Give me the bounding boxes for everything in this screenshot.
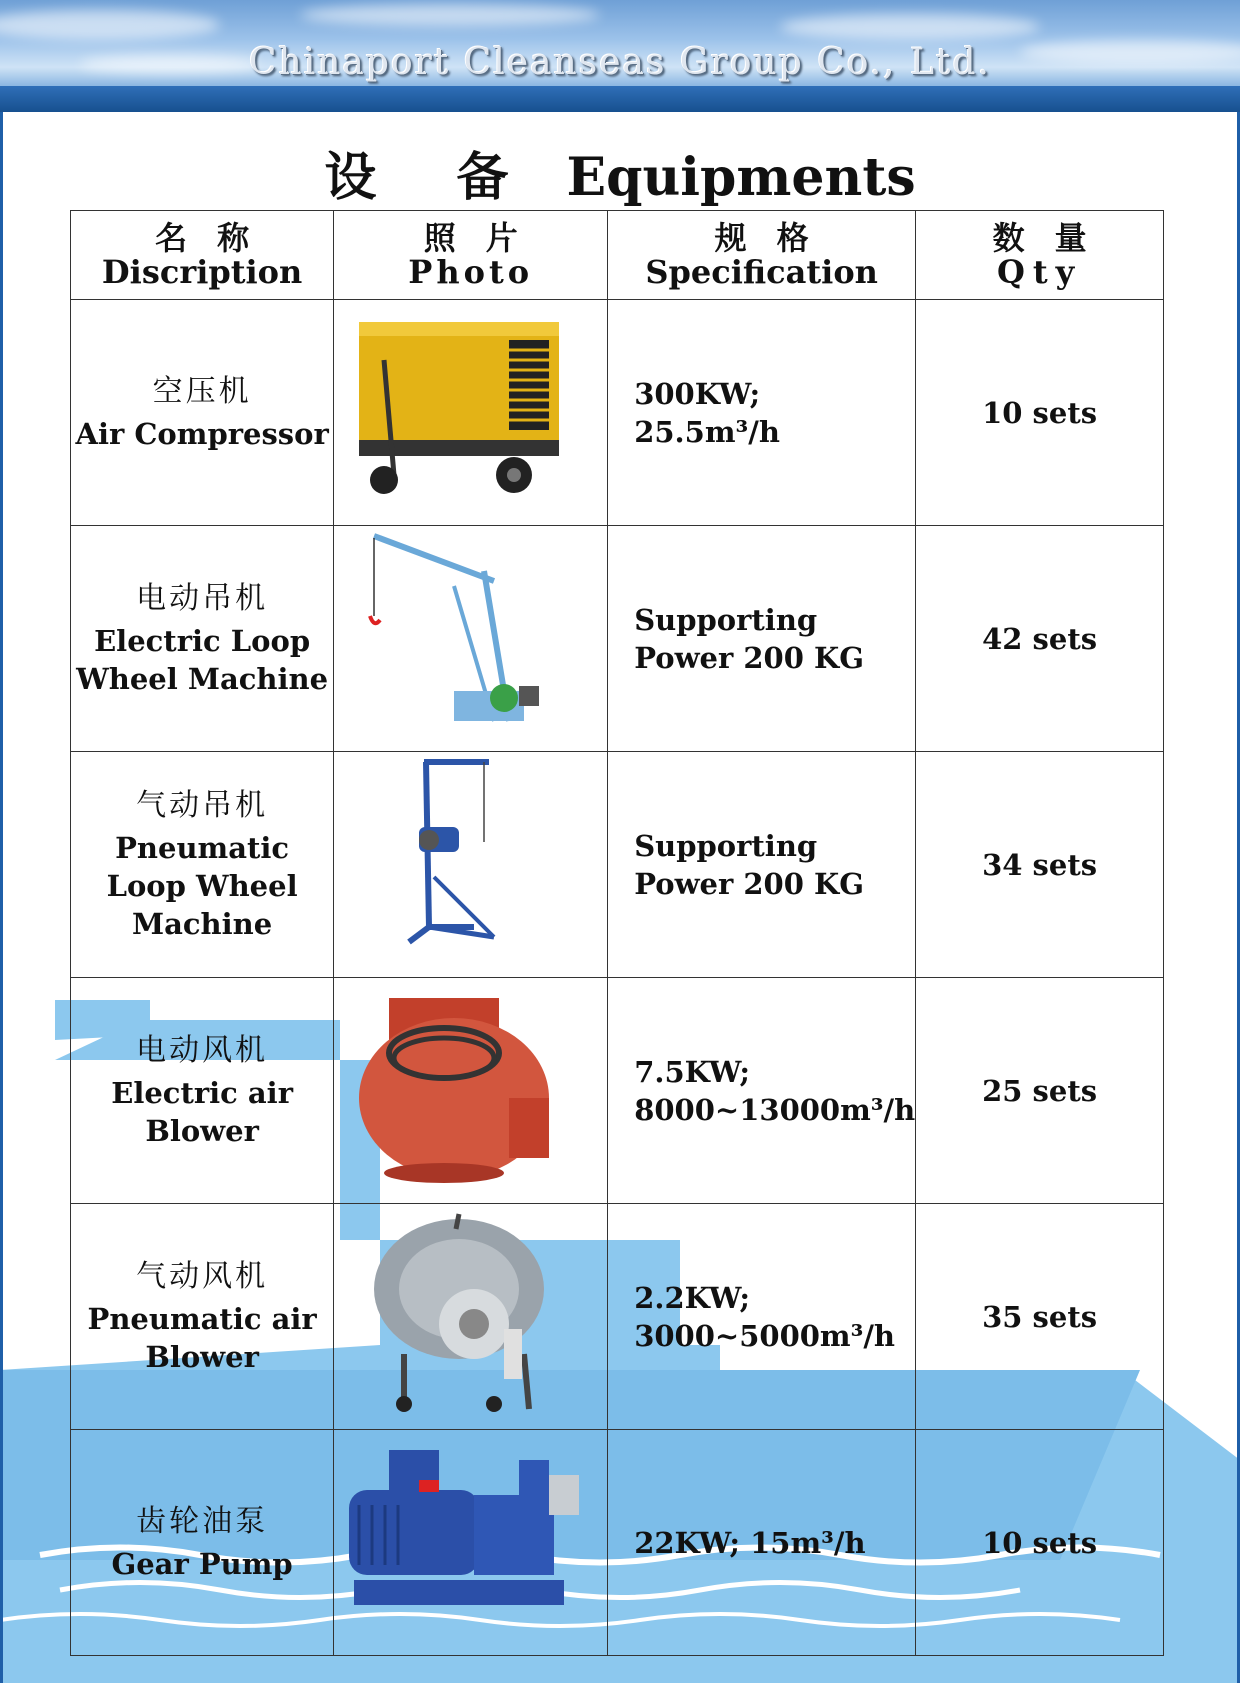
table-row <box>71 978 1164 1204</box>
row-name: 电动吊机 Electric Loop Wheel Machine <box>71 526 334 752</box>
page-title <box>0 135 1240 210</box>
table-header-row <box>71 211 1164 300</box>
row-name: 齿轮油泵 Gear Pump <box>71 1430 334 1656</box>
row-qty: 25 sets <box>916 978 1164 1204</box>
gear-pump-photo <box>334 1430 608 1656</box>
table-row <box>71 1204 1164 1430</box>
row-name: 空压机 Air Compressor <box>71 300 334 526</box>
pneumatic-blower-photo <box>334 1204 608 1430</box>
equipment-table <box>70 210 1164 1656</box>
table-row <box>71 526 1164 752</box>
header-specification: 规格 Specification <box>608 211 916 300</box>
page-title-cn: 设备 <box>324 147 589 208</box>
header-qty: 数量 Qty <box>916 211 1164 300</box>
row-spec: 7.5KW; 8000~13000m³/h <box>608 978 916 1204</box>
page-title-en: Equipments <box>566 147 916 208</box>
table-row <box>71 1430 1164 1656</box>
row-qty: 10 sets <box>916 1430 1164 1656</box>
row-spec: Supporting Power 200 KG <box>608 752 916 978</box>
row-spec: 22KW; 15m³/h <box>608 1430 916 1656</box>
row-name: 气动风机 Pneumatic air Blower <box>71 1204 334 1430</box>
row-name: 气动吊机 Pneumatic Loop Wheel Machine <box>71 752 334 978</box>
header-description: 名称 Discription <box>71 211 334 300</box>
row-spec: 2.2KW; 3000~5000m³/h <box>608 1204 916 1430</box>
row-qty: 10 sets <box>916 300 1164 526</box>
header-photo: 照片 Photo <box>334 211 608 300</box>
table-row <box>71 300 1164 526</box>
table-row <box>71 752 1164 978</box>
row-qty: 34 sets <box>916 752 1164 978</box>
row-spec: Supporting Power 200 KG <box>608 526 916 752</box>
company-name: Chinaport Cleanseas Group Co., Ltd. <box>249 42 991 83</box>
row-name: 电动风机 Electric air Blower <box>71 978 334 1204</box>
row-spec: 300KW; 25.5m³/h <box>608 300 916 526</box>
left-border <box>0 112 3 1683</box>
electric-blower-photo <box>334 978 608 1204</box>
pneumatic-crane-photo <box>334 752 608 978</box>
air-compressor-photo <box>334 300 608 526</box>
electric-crane-photo <box>334 526 608 752</box>
row-qty: 42 sets <box>916 526 1164 752</box>
row-qty: 35 sets <box>916 1204 1164 1430</box>
